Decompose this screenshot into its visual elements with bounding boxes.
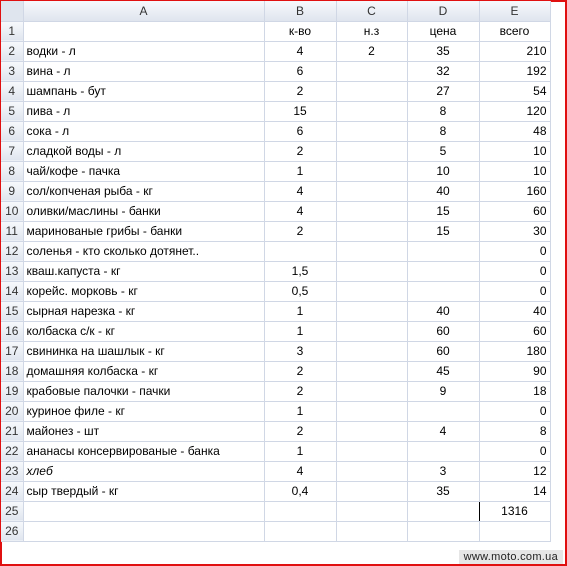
- price-cell[interactable]: 60: [407, 341, 479, 361]
- total-cell[interactable]: 10: [479, 161, 550, 181]
- price-cell[interactable]: [407, 441, 479, 461]
- nz-cell[interactable]: [336, 81, 407, 101]
- spreadsheet-grid: [1, 1, 551, 542]
- item-name-cell[interactable]: свининка на шашлык - кг: [23, 341, 264, 361]
- item-name-cell[interactable]: сырная нарезка - кг: [23, 301, 264, 321]
- price-cell[interactable]: 15: [407, 221, 479, 241]
- item-name-cell[interactable]: куриное филе - кг: [23, 401, 264, 421]
- row-header[interactable]: 6: [1, 121, 23, 141]
- table-row: [1, 161, 550, 181]
- nz-cell[interactable]: [336, 101, 407, 121]
- nz-cell[interactable]: [336, 321, 407, 341]
- nz-cell[interactable]: [336, 281, 407, 301]
- item-name-cell[interactable]: маринованые грибы - банки: [23, 221, 264, 241]
- empty-cell[interactable]: [264, 501, 336, 521]
- row-header[interactable]: 4: [1, 81, 23, 101]
- row-header[interactable]: 9: [1, 181, 23, 201]
- price-cell[interactable]: 35: [407, 41, 479, 61]
- header-cell-price[interactable]: цена: [407, 21, 479, 41]
- table-row: [1, 81, 550, 101]
- table-row: [1, 361, 550, 381]
- nz-cell[interactable]: [336, 301, 407, 321]
- price-cell[interactable]: 8: [407, 101, 479, 121]
- quantity-cell[interactable]: 0,5: [264, 281, 336, 301]
- price-cell[interactable]: 3: [407, 461, 479, 481]
- empty-cell[interactable]: [407, 521, 479, 541]
- price-cell[interactable]: 60: [407, 321, 479, 341]
- row-header[interactable]: 16: [1, 321, 23, 341]
- total-cell[interactable]: 0: [479, 241, 550, 261]
- item-name-cell[interactable]: майонез - шт: [23, 421, 264, 441]
- header-cell-name[interactable]: [23, 21, 264, 41]
- column-header-d[interactable]: D: [407, 1, 479, 21]
- quantity-cell[interactable]: 6: [264, 121, 336, 141]
- table-row: [1, 381, 550, 401]
- quantity-cell[interactable]: 2: [264, 81, 336, 101]
- row-header[interactable]: 3: [1, 61, 23, 81]
- quantity-cell[interactable]: 4: [264, 201, 336, 221]
- row-header[interactable]: 19: [1, 381, 23, 401]
- row-header[interactable]: 18: [1, 361, 23, 381]
- nz-cell[interactable]: [336, 341, 407, 361]
- nz-cell[interactable]: [336, 141, 407, 161]
- price-cell[interactable]: 4: [407, 421, 479, 441]
- item-name-cell[interactable]: ананасы консервированые - банка: [23, 441, 264, 461]
- quantity-cell[interactable]: 1: [264, 401, 336, 421]
- item-name-cell[interactable]: чай/кофе - пачка: [23, 161, 264, 181]
- quantity-cell[interactable]: 4: [264, 461, 336, 481]
- grand-total-cell[interactable]: 1316: [479, 501, 550, 521]
- nz-cell[interactable]: [336, 181, 407, 201]
- row-header[interactable]: 1: [1, 21, 23, 41]
- total-cell[interactable]: 48: [479, 121, 550, 141]
- row-header[interactable]: 15: [1, 301, 23, 321]
- item-name-cell[interactable]: вина - л: [23, 61, 264, 81]
- total-cell[interactable]: 160: [479, 181, 550, 201]
- header-cell-total[interactable]: всего: [479, 21, 550, 41]
- price-cell[interactable]: 8: [407, 121, 479, 141]
- total-cell[interactable]: 0: [479, 261, 550, 281]
- header-cell-qty[interactable]: к-во: [264, 21, 336, 41]
- quantity-cell[interactable]: 4: [264, 41, 336, 61]
- item-name-cell[interactable]: сол/копченая рыба - кг: [23, 181, 264, 201]
- item-name-cell[interactable]: водки - л: [23, 41, 264, 61]
- price-cell[interactable]: [407, 401, 479, 421]
- nz-cell[interactable]: 2: [336, 41, 407, 61]
- item-name-cell[interactable]: сладкой воды - л: [23, 141, 264, 161]
- row-header[interactable]: 14: [1, 281, 23, 301]
- table-row: [1, 61, 550, 81]
- price-cell[interactable]: [407, 241, 479, 261]
- table-row: [1, 341, 550, 361]
- table-row: [1, 441, 550, 461]
- empty-cell[interactable]: [336, 501, 407, 521]
- total-cell[interactable]: 30: [479, 221, 550, 241]
- quantity-cell[interactable]: 1,5: [264, 261, 336, 281]
- price-cell[interactable]: 45: [407, 361, 479, 381]
- total-cell[interactable]: 18: [479, 381, 550, 401]
- quantity-cell[interactable]: 2: [264, 381, 336, 401]
- table-row: [1, 221, 550, 241]
- row-header[interactable]: 10: [1, 201, 23, 221]
- quantity-cell[interactable]: 4: [264, 181, 336, 201]
- quantity-cell[interactable]: 3: [264, 341, 336, 361]
- empty-cell[interactable]: [23, 501, 264, 521]
- price-cell[interactable]: [407, 261, 479, 281]
- nz-cell[interactable]: [336, 161, 407, 181]
- empty-cell[interactable]: [23, 521, 264, 541]
- total-cell[interactable]: 0: [479, 401, 550, 421]
- nz-cell[interactable]: [336, 401, 407, 421]
- row-header[interactable]: 12: [1, 241, 23, 261]
- total-cell[interactable]: 10: [479, 141, 550, 161]
- table-row: [1, 321, 550, 341]
- column-header-e[interactable]: E: [479, 1, 550, 21]
- price-cell[interactable]: 40: [407, 181, 479, 201]
- row-header[interactable]: 8: [1, 161, 23, 181]
- item-name-cell[interactable]: корейс. морковь - кг: [23, 281, 264, 301]
- quantity-cell[interactable]: 1: [264, 301, 336, 321]
- table-row: [1, 121, 550, 141]
- sum-row: [1, 501, 550, 521]
- nz-cell[interactable]: [336, 381, 407, 401]
- total-cell[interactable]: 40: [479, 301, 550, 321]
- column-header-b[interactable]: B: [264, 1, 336, 21]
- quantity-cell[interactable]: 2: [264, 141, 336, 161]
- row-header[interactable]: 11: [1, 221, 23, 241]
- row-header[interactable]: 2: [1, 41, 23, 61]
- empty-cell[interactable]: [479, 521, 550, 541]
- row-header[interactable]: 24: [1, 481, 23, 501]
- table-row: [1, 461, 550, 481]
- quantity-cell[interactable]: 6: [264, 61, 336, 81]
- quantity-cell[interactable]: 1: [264, 321, 336, 341]
- total-cell[interactable]: 60: [479, 201, 550, 221]
- table-row: [1, 301, 550, 321]
- total-cell[interactable]: 14: [479, 481, 550, 501]
- select-all-corner[interactable]: [1, 1, 23, 21]
- row-header[interactable]: 5: [1, 101, 23, 121]
- column-header-row: [1, 1, 550, 21]
- header-cell-nz[interactable]: н.з: [336, 21, 407, 41]
- item-name-cell[interactable]: пива - л: [23, 101, 264, 121]
- item-name-cell[interactable]: шампань - бут: [23, 81, 264, 101]
- item-name-cell[interactable]: крабовые палочки - пачки: [23, 381, 264, 401]
- total-cell[interactable]: 192: [479, 61, 550, 81]
- total-cell[interactable]: 0: [479, 441, 550, 461]
- table-header-row: [1, 21, 550, 41]
- price-cell[interactable]: 32: [407, 61, 479, 81]
- table-row: [1, 41, 550, 61]
- table-row: [1, 261, 550, 281]
- price-cell[interactable]: 9: [407, 381, 479, 401]
- empty-cell[interactable]: [336, 521, 407, 541]
- row-header[interactable]: 25: [1, 501, 23, 521]
- item-name-cell[interactable]: колбаска с/к - кг: [23, 321, 264, 341]
- quantity-cell[interactable]: 2: [264, 221, 336, 241]
- price-cell[interactable]: 27: [407, 81, 479, 101]
- nz-cell[interactable]: [336, 121, 407, 141]
- quantity-cell[interactable]: 1: [264, 441, 336, 461]
- nz-cell[interactable]: [336, 261, 407, 281]
- table-row: [1, 201, 550, 221]
- quantity-cell[interactable]: 0,4: [264, 481, 336, 501]
- nz-cell[interactable]: [336, 461, 407, 481]
- total-cell[interactable]: 180: [479, 341, 550, 361]
- item-name-cell[interactable]: оливки/маслины - банки: [23, 201, 264, 221]
- total-cell[interactable]: 8: [479, 421, 550, 441]
- column-header-c[interactable]: C: [336, 1, 407, 21]
- table-row: [1, 401, 550, 421]
- row-header[interactable]: 22: [1, 441, 23, 461]
- item-name-cell[interactable]: кваш.капуста - кг: [23, 261, 264, 281]
- row-header[interactable]: 21: [1, 421, 23, 441]
- quantity-cell[interactable]: 1: [264, 161, 336, 181]
- nz-cell[interactable]: [336, 241, 407, 261]
- total-cell[interactable]: 210: [479, 41, 550, 61]
- row-header[interactable]: 7: [1, 141, 23, 161]
- quantity-cell[interactable]: [264, 241, 336, 261]
- empty-row: [1, 521, 550, 541]
- column-header-a[interactable]: A: [23, 1, 264, 21]
- quantity-cell[interactable]: 2: [264, 361, 336, 381]
- price-cell[interactable]: 10: [407, 161, 479, 181]
- item-name-cell[interactable]: домашняя колбаска - кг: [23, 361, 264, 381]
- table-row: [1, 101, 550, 121]
- total-cell[interactable]: 12: [479, 461, 550, 481]
- empty-cell[interactable]: [407, 501, 479, 521]
- table-row: [1, 421, 550, 441]
- item-name-cell[interactable]: соленья - кто сколько дотянет..: [23, 241, 264, 261]
- table-row: [1, 481, 550, 501]
- item-name-cell[interactable]: сока - л: [23, 121, 264, 141]
- nz-cell[interactable]: [336, 421, 407, 441]
- quantity-cell[interactable]: 15: [264, 101, 336, 121]
- total-cell[interactable]: 0: [479, 281, 550, 301]
- watermark: www.moto.com.ua: [459, 550, 563, 564]
- price-cell[interactable]: 5: [407, 141, 479, 161]
- table-row: [1, 181, 550, 201]
- nz-cell[interactable]: [336, 61, 407, 81]
- row-header[interactable]: 26: [1, 521, 23, 541]
- price-cell[interactable]: 15: [407, 201, 479, 221]
- nz-cell[interactable]: [336, 481, 407, 501]
- total-cell[interactable]: 60: [479, 321, 550, 341]
- total-cell[interactable]: 120: [479, 101, 550, 121]
- table-row: [1, 141, 550, 161]
- item-name-cell[interactable]: хлеб: [23, 461, 264, 481]
- row-header[interactable]: 23: [1, 461, 23, 481]
- row-header[interactable]: 13: [1, 261, 23, 281]
- price-cell[interactable]: 40: [407, 301, 479, 321]
- nz-cell[interactable]: [336, 221, 407, 241]
- total-cell[interactable]: 54: [479, 81, 550, 101]
- price-cell[interactable]: [407, 281, 479, 301]
- row-header[interactable]: 20: [1, 401, 23, 421]
- item-name-cell[interactable]: сыр твердый - кг: [23, 481, 264, 501]
- row-header[interactable]: 17: [1, 341, 23, 361]
- total-cell[interactable]: 90: [479, 361, 550, 381]
- table-row: [1, 241, 550, 261]
- nz-cell[interactable]: [336, 441, 407, 461]
- quantity-cell[interactable]: 2: [264, 421, 336, 441]
- empty-cell[interactable]: [264, 521, 336, 541]
- price-cell[interactable]: 35: [407, 481, 479, 501]
- nz-cell[interactable]: [336, 361, 407, 381]
- table-row: [1, 281, 550, 301]
- nz-cell[interactable]: [336, 201, 407, 221]
